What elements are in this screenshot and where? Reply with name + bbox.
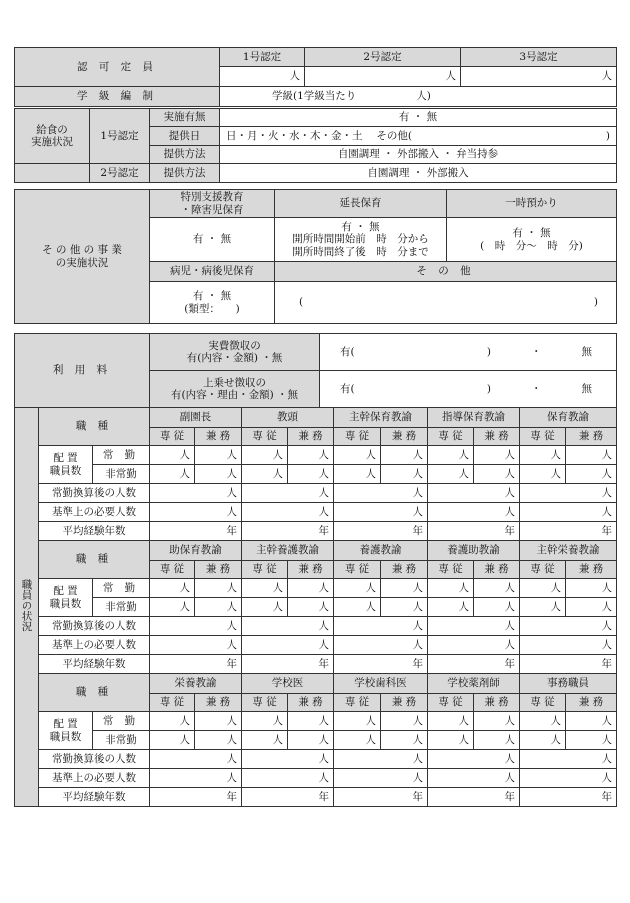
shokushu-group1-0: 副園長	[150, 408, 242, 428]
jokin-label: 常 勤	[93, 446, 150, 465]
ichiji-value[interactable]: 有 ・ 無 ( 時 分～ 時 分)	[447, 218, 617, 262]
uwanose-value[interactable]: 有( ) ・ 無	[320, 371, 617, 408]
senju-header: 専 従	[428, 428, 474, 446]
keiken-cell[interactable]: 年	[428, 522, 520, 541]
hitsuyo-cell[interactable]: 人	[428, 769, 520, 788]
tokubetsu-yumu[interactable]: 有 ・ 無	[150, 218, 275, 262]
teiin-col1: 1号認定	[220, 48, 305, 67]
hijokin-cell[interactable]: 人	[334, 598, 381, 617]
teiin-value1[interactable]: 人	[220, 67, 305, 87]
hitsuyo-cell[interactable]: 人	[334, 769, 428, 788]
teiin-col2: 2号認定	[305, 48, 461, 67]
kenmu-header: 兼 務	[566, 428, 617, 446]
keiken-cell[interactable]: 年	[150, 788, 242, 807]
kanzan-cell[interactable]: 人	[520, 484, 617, 503]
hijokin-cell[interactable]: 人	[195, 598, 242, 617]
keiken-cell[interactable]: 年	[242, 522, 334, 541]
hitsuyo-cell[interactable]: 人	[334, 503, 428, 522]
uwanose-label: 上乗せ徴収の 有(内容・理由・金額) ・無	[150, 371, 320, 408]
kanzan-cell[interactable]: 人	[428, 750, 520, 769]
keiken-cell[interactable]: 年	[150, 522, 242, 541]
shokuin-side-label	[15, 408, 39, 807]
jokin-label: 常 勤	[93, 579, 150, 598]
jokin-cell[interactable]: 人	[474, 579, 520, 598]
keiken-cell[interactable]: 年	[520, 522, 617, 541]
kyushoku-nintei1: 1号認定	[90, 109, 150, 164]
hijokin-cell[interactable]: 人	[428, 598, 474, 617]
shokuin-table	[14, 407, 617, 807]
shokushu-label: 職 種	[39, 408, 150, 446]
keiken-label: 平均経験年数	[39, 522, 150, 541]
teiin-col3: 3号認定	[461, 48, 617, 67]
hitsuyo-cell[interactable]: 人	[428, 636, 520, 655]
hitsuyo-cell[interactable]: 人	[150, 769, 242, 788]
hitsuyo-cell[interactable]: 人	[242, 503, 334, 522]
hijokin-cell[interactable]: 人	[566, 598, 617, 617]
senju-header: 専 従	[334, 561, 381, 579]
jokin-cell[interactable]: 人	[566, 579, 617, 598]
kanzan-cell[interactable]: 人	[150, 750, 242, 769]
hijokin-cell[interactable]: 人	[566, 731, 617, 750]
jokin-cell[interactable]: 人	[150, 446, 195, 465]
shokushu-group2-1: 主幹養護教諭	[242, 541, 334, 561]
keiken-cell[interactable]: 年	[334, 522, 428, 541]
jokin-cell[interactable]: 人	[520, 446, 566, 465]
tokubetsu-header: 特別支援教育 ・障害児保育	[150, 190, 275, 218]
haichi-label-1: 配 置	[53, 718, 78, 731]
byoji-value[interactable]: 有 ・ 無 (類型： )	[150, 282, 275, 324]
hitsuyo-cell[interactable]: 人	[520, 636, 617, 655]
teiin-label: 認 可 定 員	[15, 48, 220, 87]
haichi-label	[39, 579, 93, 617]
jokin-cell[interactable]: 人	[474, 446, 520, 465]
kenmu-header: 兼 務	[474, 694, 520, 712]
kenmu-header: 兼 務	[195, 428, 242, 446]
senju-header: 専 従	[520, 694, 566, 712]
sonota-other-header: そ の 他	[275, 262, 617, 282]
hijokin-cell[interactable]: 人	[288, 598, 334, 617]
jokin-cell[interactable]: 人	[428, 446, 474, 465]
kenmu-header: 兼 務	[474, 561, 520, 579]
teiin-value3[interactable]: 人	[461, 67, 617, 87]
jippi-value[interactable]: 有( ) ・ 無	[320, 334, 617, 371]
haichi-label-2: 職員数	[49, 597, 82, 610]
kanzan-cell[interactable]: 人	[334, 750, 428, 769]
hitsuyo-cell[interactable]: 人	[150, 503, 242, 522]
kenmu-header: 兼 務	[288, 561, 334, 579]
haichi-label	[39, 446, 93, 484]
senju-header: 専 従	[334, 694, 381, 712]
haichi-label-1: 配 置	[53, 452, 78, 465]
shokushu-group2-3: 養護助教諭	[428, 541, 520, 561]
hitsuyo-label: 基準上の必要人数	[39, 769, 150, 788]
senju-header: 専 従	[242, 694, 288, 712]
senju-header: 専 従	[242, 561, 288, 579]
shokushu-group2-4: 主幹栄養教諭	[520, 541, 617, 561]
hijokin-cell[interactable]: 人	[520, 731, 566, 750]
jokin-cell[interactable]: 人	[195, 712, 242, 731]
jokin-cell[interactable]: 人	[566, 446, 617, 465]
jokin-cell[interactable]: 人	[428, 579, 474, 598]
hijokin-cell[interactable]: 人	[474, 465, 520, 484]
hijokin-cell[interactable]: 人	[566, 465, 617, 484]
kyushoku-blank	[15, 164, 90, 183]
riyoryo-table	[14, 333, 617, 408]
hitsuyo-cell[interactable]: 人	[334, 636, 428, 655]
hijokin-cell[interactable]: 人	[150, 465, 195, 484]
kanzan-cell[interactable]: 人	[242, 617, 334, 636]
kanzan-cell[interactable]: 人	[428, 617, 520, 636]
teikyobi-label: 提供日	[150, 127, 220, 146]
jokin-cell[interactable]: 人	[195, 579, 242, 598]
kenmu-header: 兼 務	[195, 561, 242, 579]
keiken-cell[interactable]: 年	[520, 655, 617, 674]
jippi-label: 実費徴収の 有(内容・金額) ・無	[150, 334, 320, 371]
senju-header: 専 従	[242, 428, 288, 446]
jokin-cell[interactable]: 人	[195, 446, 242, 465]
jokin-cell[interactable]: 人	[288, 712, 334, 731]
shokuin-side-text: 職員の状況	[20, 579, 33, 632]
sonota-other-value[interactable]: ( )	[275, 282, 617, 324]
hijokin-cell[interactable]: 人	[242, 598, 288, 617]
jokin-cell[interactable]: 人	[520, 712, 566, 731]
sonota-table	[14, 189, 617, 324]
keiken-cell[interactable]: 年	[520, 788, 617, 807]
kenmu-header: 兼 務	[381, 561, 428, 579]
kanzan-cell[interactable]: 人	[334, 484, 428, 503]
hitsuyo-cell[interactable]: 人	[428, 503, 520, 522]
kanzan-cell[interactable]: 人	[520, 750, 617, 769]
hijokin-cell[interactable]: 人	[288, 731, 334, 750]
jokin-label: 常 勤	[93, 712, 150, 731]
hijokin-cell[interactable]: 人	[242, 465, 288, 484]
hijokin-label: 非常勤	[93, 731, 150, 750]
shokushu-label: 職 種	[39, 541, 150, 579]
jokin-cell[interactable]: 人	[520, 579, 566, 598]
keiken-cell[interactable]: 年	[242, 655, 334, 674]
shokushu-group3-3: 学校薬剤師	[428, 674, 520, 694]
encho-value[interactable]: 有 ・ 無 開所時間開始前 時 分から 開所時間終了後 時 分まで	[275, 218, 447, 262]
teiin-value2[interactable]: 人	[305, 67, 461, 87]
kenmu-header: 兼 務	[288, 428, 334, 446]
kenmu-header: 兼 務	[288, 694, 334, 712]
kyushoku-nintei2: 2号認定	[90, 164, 150, 183]
gakkyu-label: 学 級 編 制	[15, 87, 220, 107]
senju-header: 専 従	[150, 428, 195, 446]
hitsuyo-cell[interactable]: 人	[520, 769, 617, 788]
haichi-label-2: 職員数	[49, 464, 82, 477]
kenmu-header: 兼 務	[566, 561, 617, 579]
hitsuyo-cell[interactable]: 人	[150, 636, 242, 655]
kyushoku-table	[14, 108, 617, 183]
kanzan-label: 常勤換算後の人数	[39, 750, 150, 769]
haichi-label-1: 配 置	[53, 585, 78, 598]
kanzan-label: 常勤換算後の人数	[39, 484, 150, 503]
shokushu-group3-4: 事務職員	[520, 674, 617, 694]
gakkyu-value[interactable]: 学級(1学級当たり 人)	[220, 87, 617, 107]
jokin-cell[interactable]: 人	[150, 579, 195, 598]
encho-header: 延長保育	[275, 190, 447, 218]
kyushoku-label: 給食の 実施状況	[15, 109, 90, 164]
hijokin-cell[interactable]: 人	[428, 731, 474, 750]
kenmu-header: 兼 務	[474, 428, 520, 446]
senju-header: 専 従	[428, 694, 474, 712]
hijokin-cell[interactable]: 人	[334, 465, 381, 484]
shokushu-group2-2: 養護教諭	[334, 541, 428, 561]
shokushu-label: 職 種	[39, 674, 150, 712]
haichi-label	[39, 712, 93, 750]
hitsuyo-label: 基準上の必要人数	[39, 503, 150, 522]
hijokin-cell[interactable]: 人	[242, 731, 288, 750]
kanzan-label: 常勤換算後の人数	[39, 617, 150, 636]
shokushu-group3-1: 学校医	[242, 674, 334, 694]
teikyobi-value[interactable]: 日・月・火・水・木・金・土 その他( )	[220, 127, 617, 146]
shokushu-group1-4: 保育教諭	[520, 408, 617, 428]
jokin-cell[interactable]: 人	[381, 446, 428, 465]
hijokin-cell[interactable]: 人	[334, 731, 381, 750]
kanzan-cell[interactable]: 人	[334, 617, 428, 636]
keiken-cell[interactable]: 年	[150, 655, 242, 674]
hijokin-cell[interactable]: 人	[381, 731, 428, 750]
jokin-cell[interactable]: 人	[288, 579, 334, 598]
hijokin-cell[interactable]: 人	[288, 465, 334, 484]
hijokin-cell[interactable]: 人	[381, 598, 428, 617]
jokin-cell[interactable]: 人	[334, 579, 381, 598]
hijokin-cell[interactable]: 人	[474, 598, 520, 617]
kenmu-header: 兼 務	[381, 694, 428, 712]
hoho-label-1: 提供方法	[150, 146, 220, 164]
hijokin-cell[interactable]: 人	[150, 731, 195, 750]
jisshi-value[interactable]: 有 ・ 無	[220, 109, 617, 127]
hijokin-cell[interactable]: 人	[428, 465, 474, 484]
senju-header: 専 従	[520, 561, 566, 579]
senju-header: 専 従	[150, 694, 195, 712]
form-top-table	[14, 47, 617, 107]
kenmu-header: 兼 務	[381, 428, 428, 446]
senju-header: 専 従	[520, 428, 566, 446]
hijokin-label: 非常勤	[93, 598, 150, 617]
kenmu-header: 兼 務	[195, 694, 242, 712]
hijokin-cell[interactable]: 人	[520, 598, 566, 617]
jokin-cell[interactable]: 人	[381, 712, 428, 731]
jokin-cell[interactable]: 人	[150, 712, 195, 731]
keiken-cell[interactable]: 年	[242, 788, 334, 807]
kanzan-cell[interactable]: 人	[150, 617, 242, 636]
shokushu-group1-2: 主幹保育教諭	[334, 408, 428, 428]
haichi-label-2: 職員数	[49, 730, 82, 743]
senju-header: 専 従	[428, 561, 474, 579]
hitsuyo-cell[interactable]: 人	[242, 636, 334, 655]
riyoryo-label: 利 用 料	[15, 334, 150, 408]
shokushu-group3-2: 学校歯科医	[334, 674, 428, 694]
jokin-cell[interactable]: 人	[334, 712, 381, 731]
jokin-cell[interactable]: 人	[474, 712, 520, 731]
kanzan-cell[interactable]: 人	[150, 484, 242, 503]
senju-header: 専 従	[334, 428, 381, 446]
shokushu-group2-0: 助保育教諭	[150, 541, 242, 561]
hoho-label-2: 提供方法	[150, 164, 220, 183]
hitsuyo-label: 基準上の必要人数	[39, 636, 150, 655]
hijokin-cell[interactable]: 人	[520, 465, 566, 484]
kanzan-cell[interactable]: 人	[520, 617, 617, 636]
jokin-cell[interactable]: 人	[242, 712, 288, 731]
jokin-cell[interactable]: 人	[428, 712, 474, 731]
keiken-label: 平均経験年数	[39, 655, 150, 674]
kenmu-header: 兼 務	[566, 694, 617, 712]
jokin-cell[interactable]: 人	[381, 579, 428, 598]
kanzan-cell[interactable]: 人	[242, 750, 334, 769]
hoho-value-1[interactable]: 自園調理 ・ 外部搬入 ・ 弁当持参	[220, 146, 617, 164]
byoji-header: 病児・病後児保育	[150, 262, 275, 282]
kanzan-cell[interactable]: 人	[428, 484, 520, 503]
keiken-cell[interactable]: 年	[428, 655, 520, 674]
keiken-label: 平均経験年数	[39, 788, 150, 807]
sonota-label: そ の 他 の 事 業 の実施状況	[15, 190, 150, 324]
hitsuyo-cell[interactable]: 人	[242, 769, 334, 788]
hijokin-cell[interactable]: 人	[474, 731, 520, 750]
jokin-cell[interactable]: 人	[242, 446, 288, 465]
hitsuyo-cell[interactable]: 人	[520, 503, 617, 522]
hijokin-cell[interactable]: 人	[195, 465, 242, 484]
keiken-cell[interactable]: 年	[334, 655, 428, 674]
jokin-cell[interactable]: 人	[288, 446, 334, 465]
keiken-cell[interactable]: 年	[334, 788, 428, 807]
keiken-cell[interactable]: 年	[428, 788, 520, 807]
senju-header: 専 従	[150, 561, 195, 579]
hoho-value-2[interactable]: 自園調理 ・ 外部搬入	[220, 164, 617, 183]
hijokin-label: 非常勤	[93, 465, 150, 484]
jokin-cell[interactable]: 人	[242, 579, 288, 598]
hijokin-cell[interactable]: 人	[381, 465, 428, 484]
shokushu-group1-3: 指導保育教諭	[428, 408, 520, 428]
jokin-cell[interactable]: 人	[334, 446, 381, 465]
shokushu-group3-0: 栄養教諭	[150, 674, 242, 694]
hijokin-cell[interactable]: 人	[150, 598, 195, 617]
ichiji-header: 一時預かり	[447, 190, 617, 218]
hijokin-cell[interactable]: 人	[195, 731, 242, 750]
shokushu-group1-1: 教頭	[242, 408, 334, 428]
kanzan-cell[interactable]: 人	[242, 484, 334, 503]
jisshi-label: 実施有無	[150, 109, 220, 127]
jokin-cell[interactable]: 人	[566, 712, 617, 731]
